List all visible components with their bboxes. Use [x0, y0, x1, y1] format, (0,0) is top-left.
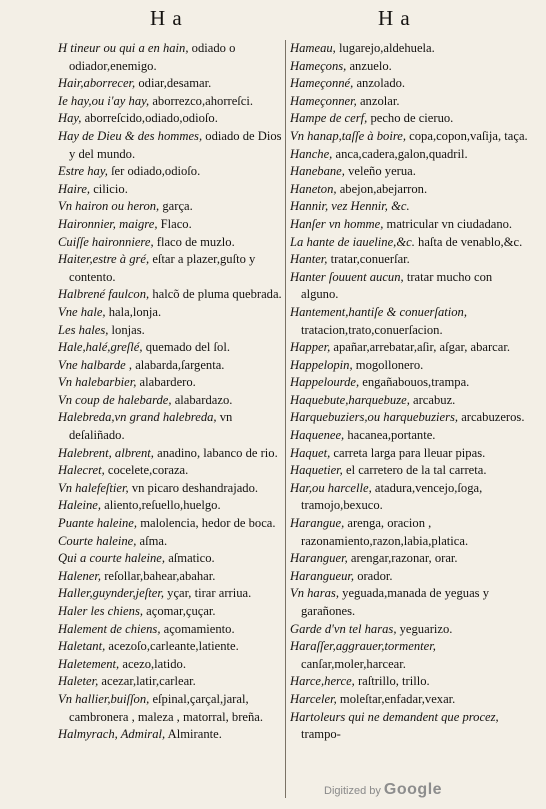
entry-translation: lonjas.	[111, 322, 145, 337]
entry-headword: Haler les chiens,	[58, 604, 143, 618]
entry-translation: aſma.	[139, 533, 168, 548]
entry-translation: haſta de venablo,&c.	[418, 234, 523, 249]
entry-headword: Haire,	[58, 181, 91, 196]
dictionary-entry	[58, 93, 283, 111]
dictionary-entry	[58, 374, 283, 392]
entry-translation: tratar mucho con alguno.	[301, 269, 493, 302]
entry-translation: engañabouos,trampa.	[362, 375, 470, 390]
dictionary-entry	[58, 216, 283, 234]
entry-headword: Courte haleine,	[58, 533, 137, 548]
dictionary-entry	[58, 128, 283, 163]
dictionary-entry	[290, 269, 530, 304]
entry-translation: acezar,latir,carlear.	[101, 674, 196, 689]
entry-translation: anadino, labanco de rio.	[157, 445, 278, 460]
entry-headword: Happelopin,	[290, 357, 353, 372]
dictionary-entry	[290, 392, 530, 410]
entry-translation: cilicio.	[93, 181, 128, 196]
dictionary-entry	[290, 673, 530, 691]
entry-headword: Hameçonné,	[290, 76, 354, 91]
entry-headword: Hanche,	[290, 146, 333, 161]
entry-translation: canſar,moler,harcear.	[301, 656, 406, 671]
dictionary-entry	[58, 621, 283, 639]
entry-translation: atadura,vencejo,ſoga, tramojo,bexuco.	[301, 480, 483, 513]
dictionary-entry	[290, 163, 530, 181]
entry-translation: garça.	[162, 199, 193, 214]
entry-headword: Happelourde,	[290, 375, 360, 390]
entry-translation: anzuelo.	[349, 58, 392, 73]
entry-headword: Haquebute,harquebuze,	[290, 392, 410, 407]
column-divider	[285, 40, 286, 798]
entry-translation: hacanea,portante.	[347, 428, 436, 443]
entry-headword: Vn halefeſtier,	[58, 480, 129, 495]
dictionary-entry	[290, 709, 530, 744]
dictionary-entry	[290, 427, 530, 445]
entry-translation: arcabuzeros.	[461, 410, 525, 425]
entry-translation: quemado del ſol.	[145, 340, 230, 355]
entry-headword: Vne hale,	[58, 304, 106, 319]
dictionary-entry	[58, 691, 283, 726]
entry-translation: aliento,reſuello,huelgo.	[104, 498, 221, 513]
dictionary-entry	[290, 128, 530, 146]
dictionary-entry	[58, 322, 283, 340]
entry-translation: Flaco.	[160, 216, 192, 231]
entry-headword: Hay de Dieu & des hommes,	[58, 128, 203, 143]
entry-translation: cocelete,coraza.	[107, 463, 189, 478]
entry-translation: odiado o odiador,enemigo.	[69, 41, 236, 73]
entry-headword: Vn hallier,buiſſon,	[58, 691, 150, 706]
entry-headword: H tineur ou qui a en hain,	[58, 41, 189, 55]
entry-headword: Hampe de cerf,	[290, 111, 368, 126]
entry-translation: açomar,çuçar.	[146, 604, 216, 618]
entry-translation: acezoſo,carleante,latiente.	[108, 639, 239, 654]
entry-headword: Les hales,	[58, 322, 109, 337]
entry-translation: açomamiento.	[163, 621, 235, 636]
entry-headword: Haranguer,	[290, 551, 348, 566]
dictionary-entry	[290, 568, 530, 586]
dictionary-entry	[290, 304, 530, 339]
dictionary-entry	[290, 374, 530, 392]
entry-headword: Vn coup de halebarde,	[58, 392, 172, 407]
entry-translation: veleño yerua.	[348, 164, 416, 179]
dictionary-entry	[290, 357, 530, 375]
dictionary-entry	[58, 533, 283, 551]
dictionary-entry	[58, 445, 283, 463]
dictionary-entry	[58, 75, 283, 93]
dictionary-entry	[290, 691, 530, 709]
dictionary-entry	[290, 445, 530, 463]
entry-headword: Haraſſer,aggrauer,tormenter,	[290, 639, 436, 654]
dictionary-entry	[58, 673, 283, 691]
dictionary-entry	[58, 603, 283, 621]
dictionary-entry	[58, 181, 283, 199]
dictionary-entry	[290, 621, 530, 639]
entry-headword: Happer,	[290, 340, 331, 355]
entry-headword: Haiter,estre à gré,	[58, 252, 150, 267]
dictionary-entry	[290, 462, 530, 480]
entry-translation: eſtar a plazer,guſto y contento.	[69, 252, 256, 284]
dictionary-entry	[290, 93, 530, 111]
entry-headword: Hanſer vn homme,	[290, 216, 384, 231]
watermark-prefix: Digitized by	[324, 785, 381, 797]
entry-translation: tratacion,trato,conuerſacion.	[301, 322, 443, 337]
entry-translation: arenga, oracion , razonamiento,razon,labia,platica.	[301, 516, 469, 548]
entry-translation: orador.	[357, 568, 393, 583]
entry-headword: Hair,aborrecer,	[58, 76, 136, 91]
dictionary-entry	[290, 409, 530, 427]
entry-headword: Vn hairon ou heron,	[58, 199, 160, 214]
entry-translation: yeguada,manada de yeguas y garañones.	[301, 586, 490, 618]
dictionary-entry	[58, 357, 283, 375]
entry-headword: La hante de iaueline,&c.	[290, 234, 415, 249]
entry-translation: apañar,arrebatar,aſir, aſgar, abarcar.	[333, 340, 511, 355]
entry-headword: Haletant,	[58, 639, 106, 654]
entry-headword: Hantement,hantiſe & conuerſation,	[290, 304, 467, 319]
entry-headword: Vn halebarbier,	[58, 375, 137, 390]
watermark-brand: Google	[383, 781, 443, 798]
dictionary-entry	[290, 146, 530, 164]
entry-translation: moleſtar,enfadar,vexar.	[339, 691, 456, 706]
dictionary-entry	[290, 181, 530, 199]
dictionary-entry	[58, 638, 283, 656]
dictionary-entry	[58, 409, 283, 444]
entry-headword: Hameau,	[290, 41, 336, 55]
entry-translation: el carretero de la tal carreta.	[345, 463, 487, 478]
dictionary-entry	[58, 286, 283, 304]
entry-headword: Vne halbarde	[58, 357, 126, 372]
entry-translation: odiar,desamar.	[138, 76, 212, 91]
entry-translation: eſpinal,çarçal,jaral, cambronera , maleza , matorral, breña.	[69, 691, 264, 724]
entry-headword: Har,ou harcelle,	[290, 480, 372, 495]
entry-headword: Haironnier, maigre,	[58, 216, 158, 231]
entry-headword: Haquetier,	[290, 463, 343, 478]
header-left: H a	[150, 6, 183, 30]
entry-headword: Hannir, vez Hennir, &c.	[290, 199, 410, 214]
dictionary-entry	[290, 198, 530, 216]
dictionary-entry	[290, 251, 530, 269]
entry-translation: copa,copon,vaſija, taça.	[409, 128, 528, 143]
entry-headword: Garde d'vn tel haras,	[290, 621, 397, 636]
dictionary-entry	[58, 339, 283, 357]
dictionary-entry	[290, 40, 530, 58]
entry-headword: Harce,herce,	[290, 674, 355, 689]
entry-headword: Hartoleurs qui ne demandent que procez,	[290, 709, 499, 724]
entry-headword: Qui a courte haleine,	[58, 551, 166, 566]
entry-headword: Halebreda,vn grand halebreda,	[58, 410, 217, 425]
entry-translation: aſmatico.	[168, 551, 215, 566]
entry-translation: yçar, tirar arriua.	[167, 586, 252, 601]
entry-translation: arengar,razonar, orar.	[350, 551, 458, 566]
running-header	[0, 6, 546, 36]
entry-headword: Haleter,	[58, 674, 99, 689]
entry-headword: Cuiſſe haironniere,	[58, 234, 154, 249]
entry-headword: Ie hay,ou i'ay hay,	[58, 93, 150, 108]
dictionary-entry	[58, 304, 283, 322]
dictionary-entry	[290, 585, 530, 620]
entry-translation: raſtrillo, trillo.	[357, 674, 430, 689]
entry-headword: Haller,guynder,jeſter,	[58, 586, 164, 601]
dictionary-entry	[58, 40, 283, 75]
entry-headword: Halbrené faulcon,	[58, 287, 150, 302]
dictionary-entry	[290, 339, 530, 357]
dictionary-entry	[58, 550, 283, 568]
entry-headword: Haneton,	[290, 181, 337, 196]
entry-translation: Almirante.	[167, 727, 222, 742]
entry-translation: acezo,latido.	[122, 656, 186, 671]
dictionary-entry	[290, 58, 530, 76]
dictionary-entry	[58, 392, 283, 410]
entry-headword: Hanebane,	[290, 164, 345, 179]
entry-translation: anzolado.	[356, 76, 406, 91]
entry-translation: yeguarizo.	[399, 621, 453, 636]
dictionary-entry	[290, 515, 530, 550]
entry-translation: anzolar.	[359, 93, 400, 108]
entry-translation: vn picaro deshandrajado.	[131, 480, 259, 495]
entry-headword: Harquebuziers,ou harquebuziers,	[290, 410, 459, 425]
entry-translation: reſollar,bahear,abahar.	[104, 568, 216, 583]
entry-headword: Estre hay,	[58, 164, 108, 179]
dictionary-entry	[58, 568, 283, 586]
entry-translation: , alabarda,ſargenta.	[128, 357, 225, 372]
entry-translation: aborrezco,ahorreſci.	[152, 93, 254, 108]
dictionary-entry	[290, 638, 530, 673]
dictionary-entry	[58, 198, 283, 216]
entry-translation: ſer odiado,odioſo.	[111, 164, 201, 179]
dictionary-entry	[58, 163, 283, 181]
entry-headword: Hay,	[58, 111, 82, 126]
left-column	[58, 40, 283, 800]
entry-headword: Haleine,	[58, 498, 102, 513]
entry-headword: Harangue,	[290, 516, 345, 531]
entry-headword: Haletement,	[58, 656, 120, 671]
dictionary-entry	[58, 480, 283, 498]
entry-headword: Harangueur,	[290, 568, 355, 583]
entry-translation: hala,lonja.	[108, 304, 162, 319]
header-right: H a	[378, 6, 411, 30]
entry-headword: Halecret,	[58, 463, 105, 478]
entry-headword: Halement de chiens,	[58, 621, 161, 636]
entry-translation: flaco de muzlo.	[156, 234, 235, 249]
dictionary-entry	[58, 726, 283, 744]
entry-translation: alabardazo.	[174, 392, 233, 407]
entry-translation: vn deſaliñado.	[69, 410, 233, 443]
entry-translation: abejon,abejarron.	[339, 181, 428, 196]
entry-headword: Hameçons,	[290, 58, 347, 73]
right-column	[290, 40, 530, 800]
entry-headword: Halebrent, albrent,	[58, 445, 154, 460]
dictionary-entry	[290, 480, 530, 515]
entry-headword: Hanter,	[290, 252, 328, 267]
dictionary-entry	[58, 656, 283, 674]
entry-translation: tratar,conuerſar.	[330, 252, 410, 267]
dictionary-entry	[290, 234, 530, 252]
entry-translation: odiado de Dios y del mundo.	[69, 128, 282, 161]
entry-headword: Puante haleine,	[58, 516, 138, 531]
entry-headword: Vn haras,	[290, 586, 339, 601]
entry-headword: Hale,halé,greſlé,	[58, 340, 143, 355]
entry-translation: malolencia, hedor de boca.	[140, 516, 276, 531]
entry-translation: trampo-	[301, 727, 341, 742]
entry-headword: Haquenee,	[290, 428, 345, 443]
dictionary-entry	[58, 585, 283, 603]
entry-translation: mogollonero.	[355, 357, 424, 372]
dictionary-entry	[290, 550, 530, 568]
entry-headword: Halener,	[58, 568, 102, 583]
dictionary-entry	[58, 462, 283, 480]
dictionary-entry	[58, 515, 283, 533]
entry-translation: arcabuz.	[413, 392, 456, 407]
dictionary-entry	[290, 216, 530, 234]
entry-headword: Halmyrach, Admiral,	[58, 727, 166, 742]
entry-translation: matricular vn ciudadano.	[386, 216, 513, 231]
dictionary-entry	[58, 234, 283, 252]
entry-headword: Hameçonner,	[290, 93, 357, 108]
entry-headword: Vn hanap,taſſe à boire,	[290, 128, 407, 143]
entry-headword: Haquet,	[290, 445, 331, 460]
dictionary-entry	[58, 251, 283, 286]
entry-translation: alabardero.	[139, 375, 196, 390]
entry-headword: Harceler,	[290, 691, 337, 706]
entry-translation: anca,cadera,galon,quadril.	[335, 146, 468, 161]
dictionary-entry	[290, 110, 530, 128]
entry-translation: lugarejo,aldehuela.	[338, 41, 435, 55]
entry-headword: Hanter ſouuent aucun,	[290, 269, 404, 284]
dictionary-entry	[290, 75, 530, 93]
entry-translation: carreta larga para lleuar pipas.	[333, 445, 486, 460]
entry-translation: aborreſcido,odiado,odioſo.	[84, 111, 218, 126]
dictionary-entry	[58, 497, 283, 515]
entry-translation: halcõ de pluma quebrada.	[152, 287, 282, 302]
entry-translation: pecho de cieruo.	[370, 111, 454, 126]
dictionary-entry	[58, 110, 283, 128]
digitized-watermark	[324, 781, 442, 799]
